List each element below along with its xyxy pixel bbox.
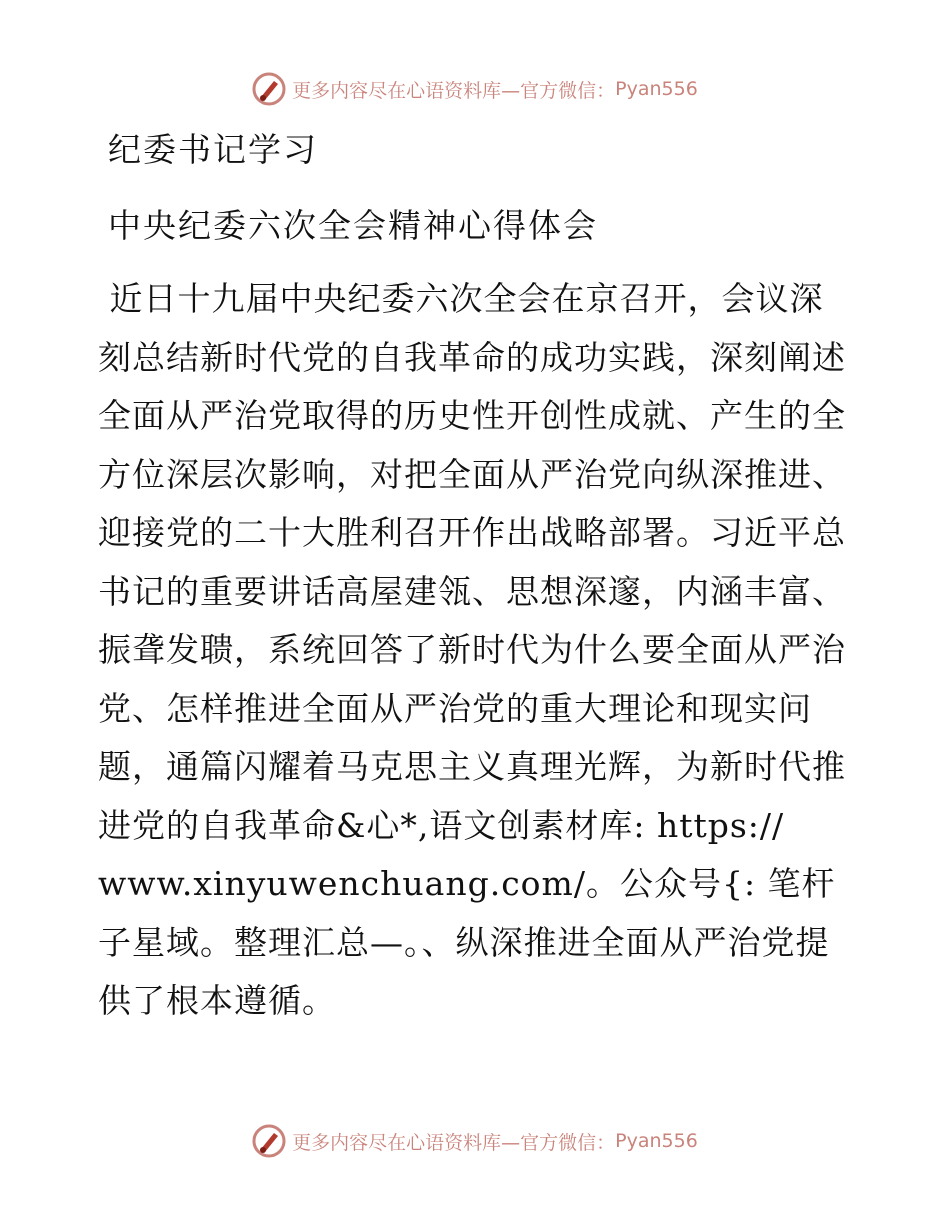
pen-logo-icon <box>252 1124 286 1158</box>
watermark-account: Pyan556 <box>615 78 698 100</box>
document-body: 近日十九届中央纪委六次全会在京召开，会议深刻总结新时代党的自我革命的成功实践，深刻阐述全面从严治党取得的历史性开创性成就、产生的全方位深层次影响，对把全面从严治党向纵深推进、迎接党的二十大胜利召开作出战略部署。习近平总书记的重要讲话高屋建瓴、思想深邃，内涵丰富、振聋发聩，系统回答了新时代为什么要全面从严治党、怎样推进全面从严治党的重大理论和现实问题，通篇闪耀着马克思主义真理光辉，为新时代推进党的自我革命&心*,语文创素材库: https:// www.xinyuwenchuang.com/。公众号{: 笔杆子星域。整理汇总—。、纵深推进全面从严治党提供了根本遵循。 <box>98 279 846 1020</box>
watermark-text: 更多内容尽在心语资料库—官方微信： <box>292 1131 616 1154</box>
watermark-text: 更多内容尽在心语资料库—官方微信： <box>292 79 616 102</box>
footer-watermark <box>0 1124 950 1158</box>
header-watermark <box>0 72 950 106</box>
watermark-account: Pyan556 <box>615 1130 698 1152</box>
document-label: 纪委书记学习 <box>108 130 318 169</box>
pen-logo-icon <box>252 72 286 106</box>
document-title: 中央纪委六次全会精神心得体会 <box>108 206 598 245</box>
